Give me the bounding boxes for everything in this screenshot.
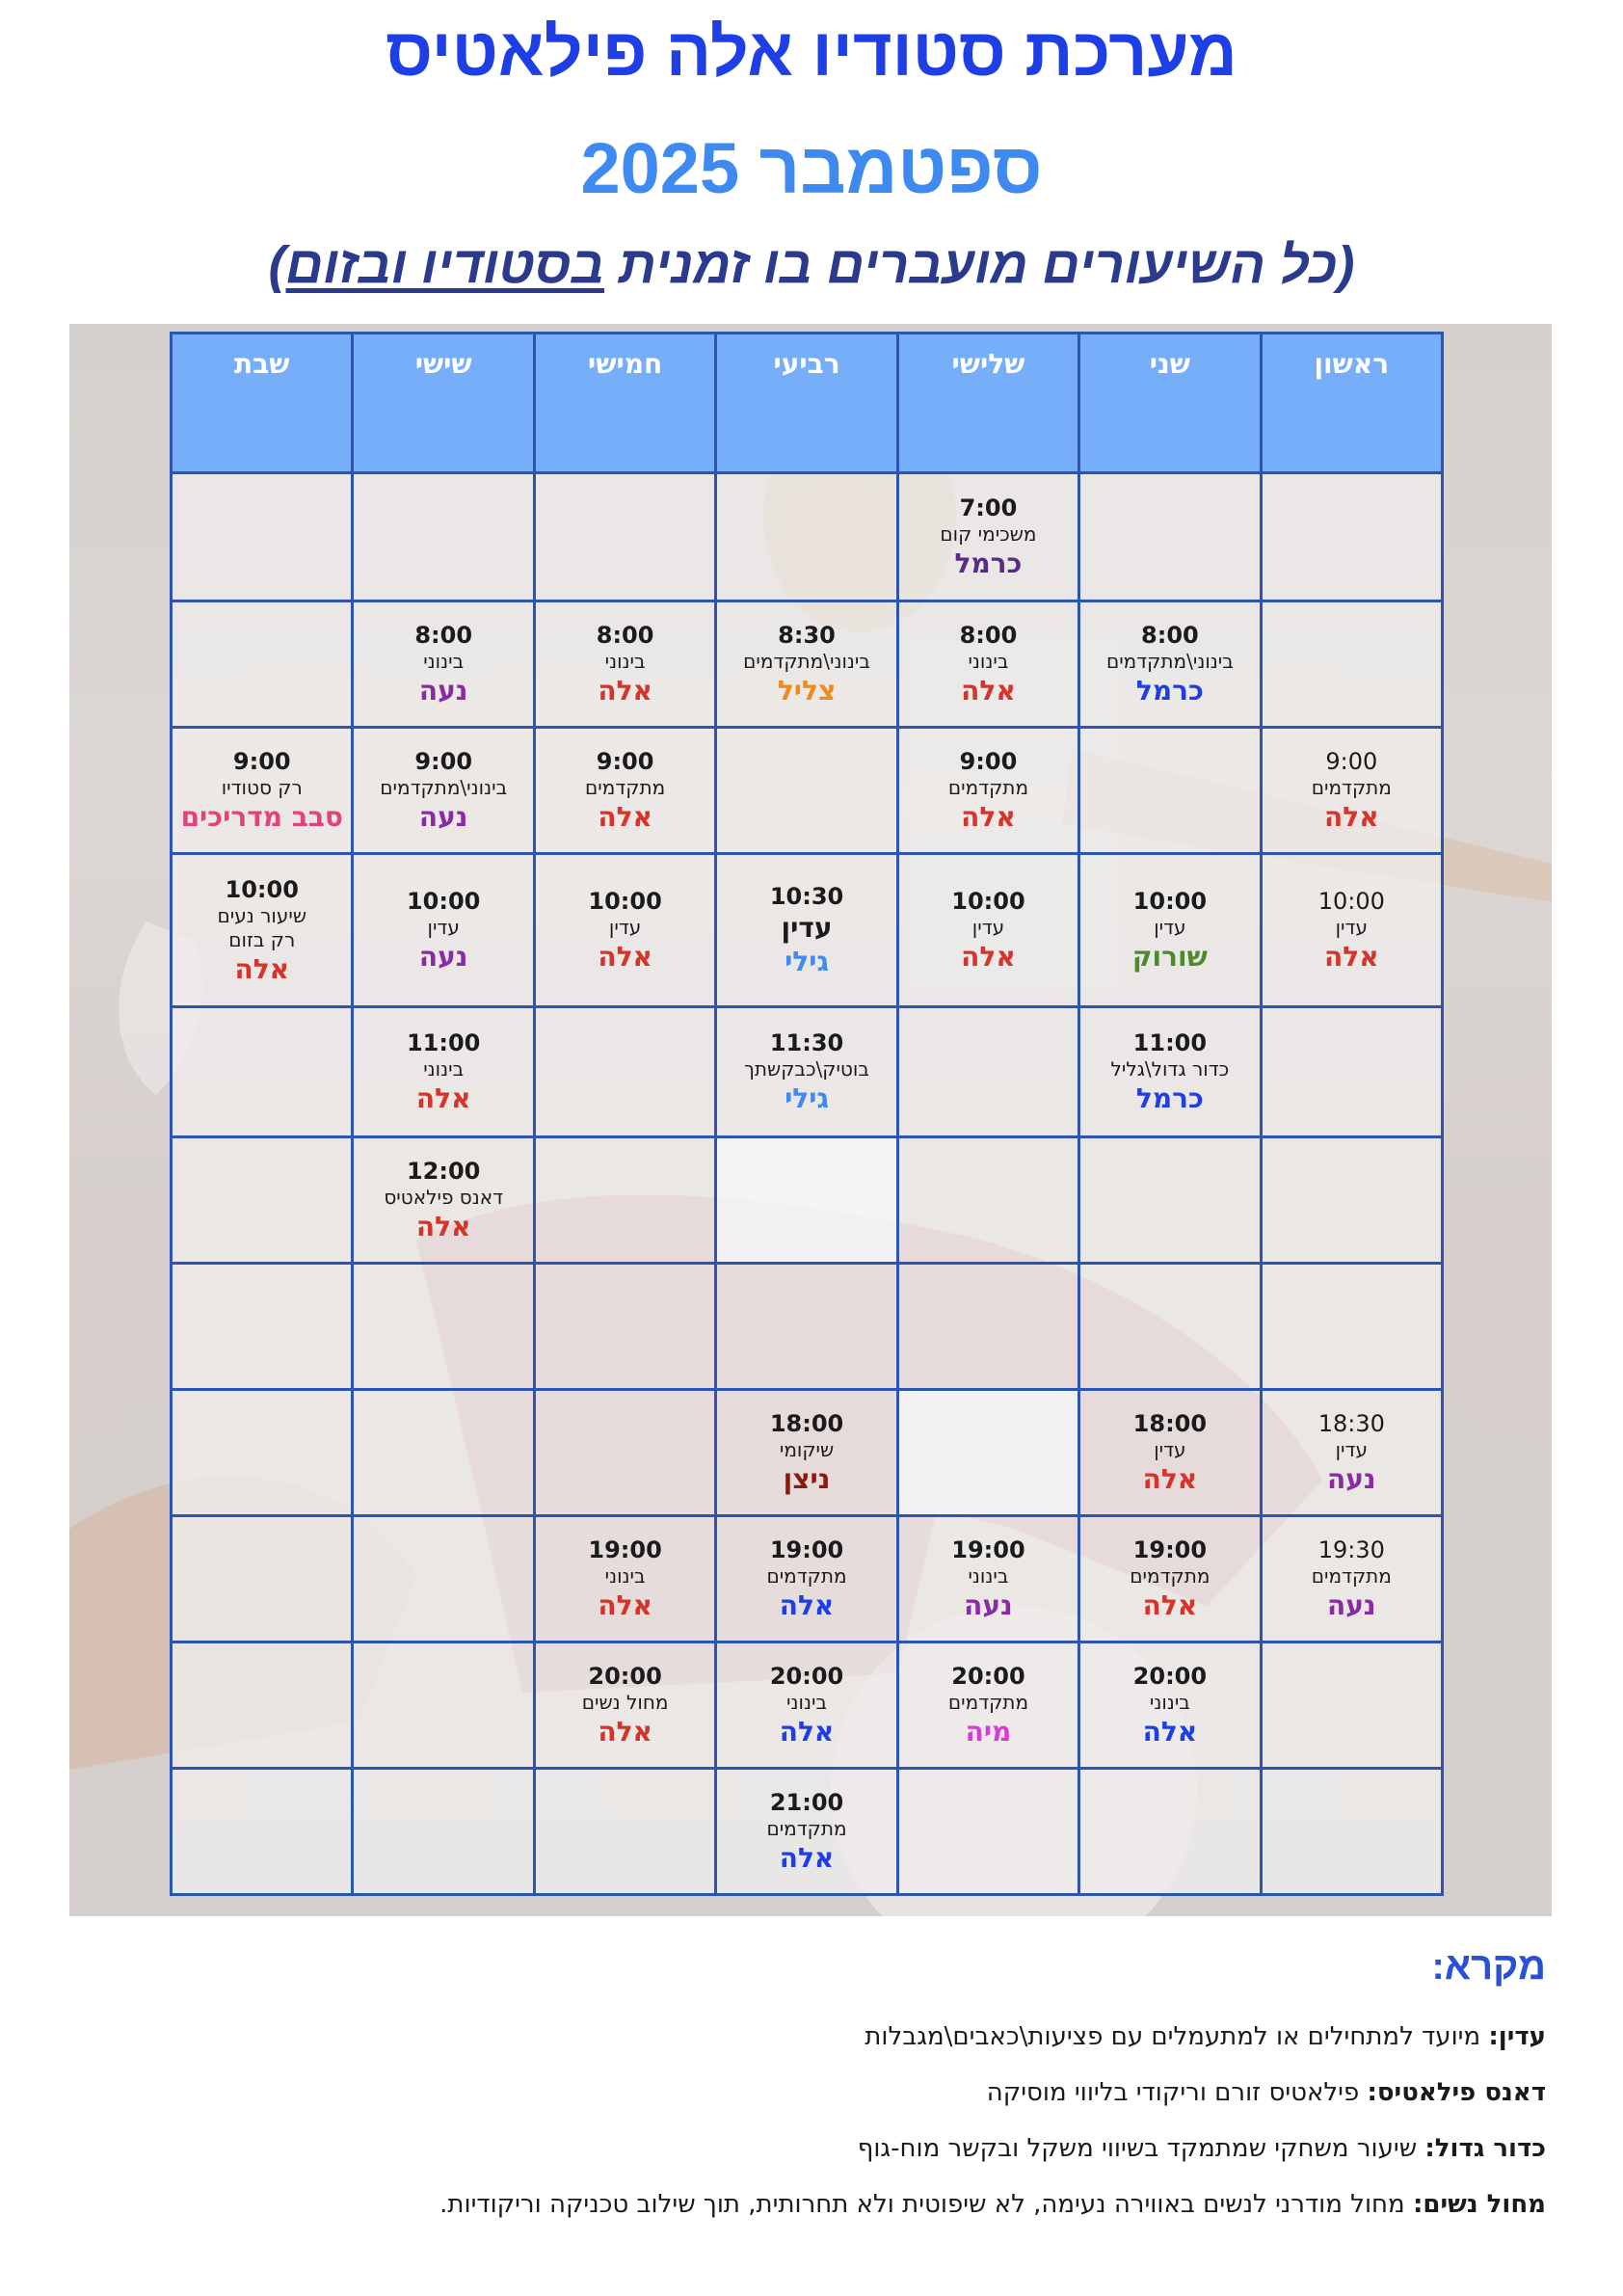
class-instructor: ניצן [783,1463,831,1495]
empty-cell [353,473,534,601]
class-time: 19:00 [588,1536,662,1563]
table-row [172,1390,1443,1516]
empty-cell [1079,1264,1261,1390]
class-name: בינוני [968,650,1009,673]
class-cell [1079,1390,1261,1516]
class-name: דאנס פילאטיס [384,1186,504,1209]
class-cell [897,601,1078,728]
class-cell [353,1007,534,1137]
class-time: 19:00 [951,1536,1025,1563]
class-time: 20:00 [769,1663,844,1690]
class-name: שיעור נעים [217,903,306,927]
empty-cell [897,1137,1078,1264]
table-row [172,854,1443,1007]
table-row [172,1007,1443,1137]
class-cell [716,854,897,1007]
legend-title: מקרא: [1431,1945,1546,1988]
class-cell [534,728,715,854]
class-time: 9:00 [596,748,654,775]
class-instructor: נעה [418,941,468,973]
table-row [172,1516,1443,1642]
class-cell [353,601,534,728]
table-row [172,1264,1443,1390]
empty-cell [353,1642,534,1769]
class-cell [1261,854,1442,1007]
class-name: רק סטודיו [221,776,303,799]
class-instructor: אלה [234,952,290,985]
class-instructor: אלה [1142,1463,1198,1495]
class-time: 20:00 [588,1663,662,1690]
class-cell [1261,1390,1442,1516]
class-instructor: מיה [965,1716,1012,1748]
class-name: בינוני [604,650,646,673]
empty-cell [534,1007,715,1137]
class-instructor: אלה [779,1842,835,1874]
class-time: 8:00 [1141,622,1199,649]
class-instructor: צליל [777,675,837,707]
empty-cell [1079,1137,1261,1264]
class-name: בינוני [423,1057,465,1081]
legend-desc: מחול מודרני לנשים באווירה נעימה, לא שיפוטית ולא תחרותית, תוך שילוב טכניקה וריקודיות. [439,2190,1413,2219]
class-instructor: אלה [598,941,652,973]
class-name: מתקדמים [1130,1564,1211,1588]
class-name: בינוני [786,1691,828,1714]
empty-cell [534,1390,715,1516]
day-header-row [172,334,1443,473]
empty-cell [1261,601,1442,728]
empty-cell [1261,1769,1442,1895]
day-header-sunday: ראשון [1261,334,1442,473]
class-name: מתקדמים [585,776,666,799]
class-name: עדין [1154,1438,1186,1461]
empty-cell [1261,473,1442,601]
class-time: 18:00 [769,1410,844,1437]
class-name: מתקדמים [947,1691,1029,1714]
class-cell [1079,854,1261,1007]
empty-cell [353,1390,534,1516]
class-instructor: אלה [598,1716,652,1748]
class-cell [353,728,534,854]
class-instructor: גילי [785,946,829,977]
class-cell [716,1642,897,1769]
class-cell [897,473,1078,601]
class-time: 20:00 [951,1663,1025,1690]
class-cell [353,1137,534,1264]
legend-desc: מיועד למתחילים או למתעמלים עם פציעות\כאבים\מגבלות [865,2022,1489,2051]
subtitle-close: ) [268,236,286,294]
legend-item [987,2078,1546,2107]
table-row [172,1137,1443,1264]
class-cell [1079,1007,1261,1137]
class-time: 9:00 [414,748,473,775]
legend-item [858,2134,1546,2163]
legend-term: כדור גדול: [1424,2134,1546,2163]
class-name: מתקדמים [1311,776,1392,799]
empty-cell [716,728,897,854]
empty-cell [716,1264,897,1390]
subtitle-text: כל השיעורים מועברים בו זמנית [604,236,1338,294]
class-instructor: כרמל [1135,1082,1204,1114]
empty-cell [897,1264,1078,1390]
class-time: 9:00 [232,748,291,775]
class-name: בינוני [423,650,465,673]
empty-cell [716,1137,897,1264]
class-cell [534,601,715,728]
day-header-wednesday: רביעי [716,334,897,473]
class-time: 10:30 [769,883,844,910]
empty-cell [1079,728,1261,854]
empty-cell [172,601,353,728]
legend-term: דאנס פילאטיס: [1367,2078,1546,2107]
empty-cell [172,1264,353,1390]
class-instructor: כרמל [954,547,1023,579]
class-time: 8:00 [414,622,473,649]
empty-cell [534,473,715,601]
empty-cell [1261,1137,1442,1264]
subtitle-open: ( [1337,236,1355,294]
class-instructor: אלה [779,1589,835,1621]
class-cell [1261,1516,1442,1642]
class-instructor: סבב מדריכים [180,801,343,833]
class-cell [534,1642,715,1769]
class-instructor: אלה [961,675,1016,707]
month-title: ספטמבר 2025 [580,128,1043,208]
class-instructor: אלה [598,1589,652,1621]
empty-cell [172,1516,353,1642]
class-name: מתקדמים [1311,1564,1392,1588]
class-time: 18:00 [1132,1410,1208,1437]
class-cell [1261,728,1442,854]
empty-cell [172,1769,353,1895]
class-name: עדין [1154,916,1186,939]
class-cell [716,1007,897,1137]
class-name: בינוני\מתקדמים [380,776,508,799]
class-cell [897,728,1078,854]
class-name: משכימי קום [940,522,1037,546]
class-instructor: אלה [415,1211,471,1242]
class-time: 11:00 [1132,1029,1208,1056]
table-row [172,1769,1443,1895]
table-row [172,728,1443,854]
class-name: עדין [971,916,1005,939]
empty-cell [353,1264,534,1390]
empty-cell [897,1390,1078,1516]
class-instructor: נעה [1327,1589,1376,1621]
table-row [172,1642,1443,1769]
legend-term: מחול נשים: [1412,2190,1546,2219]
class-name: בוטיק\כבקשתך [744,1057,869,1081]
class-instructor: גילי [785,1082,829,1114]
class-time: 12:00 [406,1158,481,1185]
class-time: 7:00 [959,494,1018,521]
class-time: 10:00 [1132,888,1208,915]
empty-cell [1261,1642,1442,1769]
day-header-friday: שישי [353,334,534,473]
class-name: בינוני\מתקדמים [1105,650,1234,673]
class-name: עדין [1335,1438,1368,1461]
class-time: 9:00 [959,748,1018,775]
class-instructor: אלה [598,801,652,833]
class-instructor: נעה [418,675,468,707]
class-cell [353,854,534,1007]
subtitle-underlined: בסטודיו ובזום [285,236,605,294]
class-instructor: אלה [779,1716,835,1748]
day-header-monday: שני [1079,334,1261,473]
class-instructor: נעה [964,1589,1013,1621]
class-cell [897,854,1078,1007]
class-cell [534,1516,715,1642]
class-time: 18:30 [1317,1410,1385,1437]
class-instructor: כרמל [1135,675,1204,707]
class-name: מתקדמים [766,1564,847,1588]
subtitle [0,235,1623,295]
class-cell [897,1642,1078,1769]
class-cell [897,1516,1078,1642]
empty-cell [534,1264,715,1390]
empty-cell [1079,473,1261,601]
class-time: 8:30 [778,622,836,649]
legend-desc: שיעור משחקי שמתמקד בשיווי משקל ובקשר מוח-גוף [857,2134,1425,2163]
empty-cell [716,473,897,601]
day-header-saturday: שבת [172,334,353,473]
class-instructor: אלה [961,801,1016,833]
class-name: בינוני [604,1564,646,1588]
class-time: 21:00 [769,1789,844,1816]
table-row [172,473,1443,601]
class-name: שיקומי [779,1438,835,1461]
class-time: 19:00 [1132,1536,1208,1563]
class-cell [716,601,897,728]
class-name: מתקדמים [766,1817,847,1840]
class-name: מחול נשים [581,1691,669,1714]
class-time: 10:00 [951,888,1025,915]
class-time: 8:00 [959,622,1018,649]
class-time: 19:30 [1317,1536,1385,1563]
class-cell [716,1390,897,1516]
legend-term: עדין: [1488,2022,1546,2051]
class-name: עדין [1335,916,1368,939]
legend-item [865,2022,1546,2051]
table-row [172,601,1443,728]
class-time: 20:00 [1132,1663,1208,1690]
class-time: 10:00 [1317,888,1385,915]
empty-cell [353,1516,534,1642]
empty-cell [172,1137,353,1264]
class-instructor: אלה [415,1082,471,1114]
schedule-table [170,332,1444,1896]
class-time: 8:00 [596,622,654,649]
legend-item [439,2190,1546,2219]
empty-cell [172,1642,353,1769]
class-instructor: נעה [1327,1463,1376,1495]
day-header-thursday: חמישי [534,334,715,473]
class-time: 10:00 [588,888,662,915]
class-name: כדור גדול\גליל [1110,1057,1230,1081]
class-time: 10:00 [225,875,299,903]
empty-cell [1261,1264,1442,1390]
class-instructor: אלה [1142,1589,1198,1621]
empty-cell [897,1007,1078,1137]
empty-cell [172,1390,353,1516]
empty-cell [172,473,353,601]
empty-cell [1261,1007,1442,1137]
page-title: מערכת סטודיו אלה פילאטיס [386,14,1237,90]
class-cell [716,1516,897,1642]
class-cell [172,854,353,1007]
empty-cell [353,1769,534,1895]
class-cell [716,1769,897,1895]
class-instructor: אלה [1324,801,1379,833]
class-time: 11:00 [406,1029,481,1056]
class-cell [1079,601,1261,728]
day-header-tuesday: שלישי [897,334,1078,473]
empty-cell [534,1137,715,1264]
class-name: בינוני\מתקדמים [743,650,870,673]
class-instructor: אלה [1142,1716,1198,1748]
class-instructor: נעה [418,801,468,833]
empty-cell [897,1769,1078,1895]
class-cell [1079,1642,1261,1769]
class-time: 11:30 [769,1029,844,1056]
class-name: בינוני [968,1564,1009,1588]
class-note: רק בזום [228,927,296,951]
class-cell [1079,1516,1261,1642]
class-instructor: אלה [1324,941,1379,973]
class-time: 9:00 [1325,748,1378,775]
class-instructor: אלה [598,675,652,707]
empty-cell [1079,1769,1261,1895]
class-time: 19:00 [769,1536,844,1563]
legend-desc: פילאטיס זורם וריקודי בליווי מוסיקה [986,2078,1368,2107]
class-cell [172,728,353,854]
class-name: בינוני [1149,1691,1190,1714]
class-name: עדין [608,916,642,939]
empty-cell [172,1007,353,1137]
class-name: עדין [427,916,460,939]
class-name: מתקדמים [947,776,1029,799]
class-instructor: אלה [961,941,1016,973]
class-instructor: שורוק [1131,941,1208,973]
class-name: עדין [781,912,833,944]
empty-cell [534,1769,715,1895]
class-cell [534,854,715,1007]
class-time: 10:00 [406,888,481,915]
